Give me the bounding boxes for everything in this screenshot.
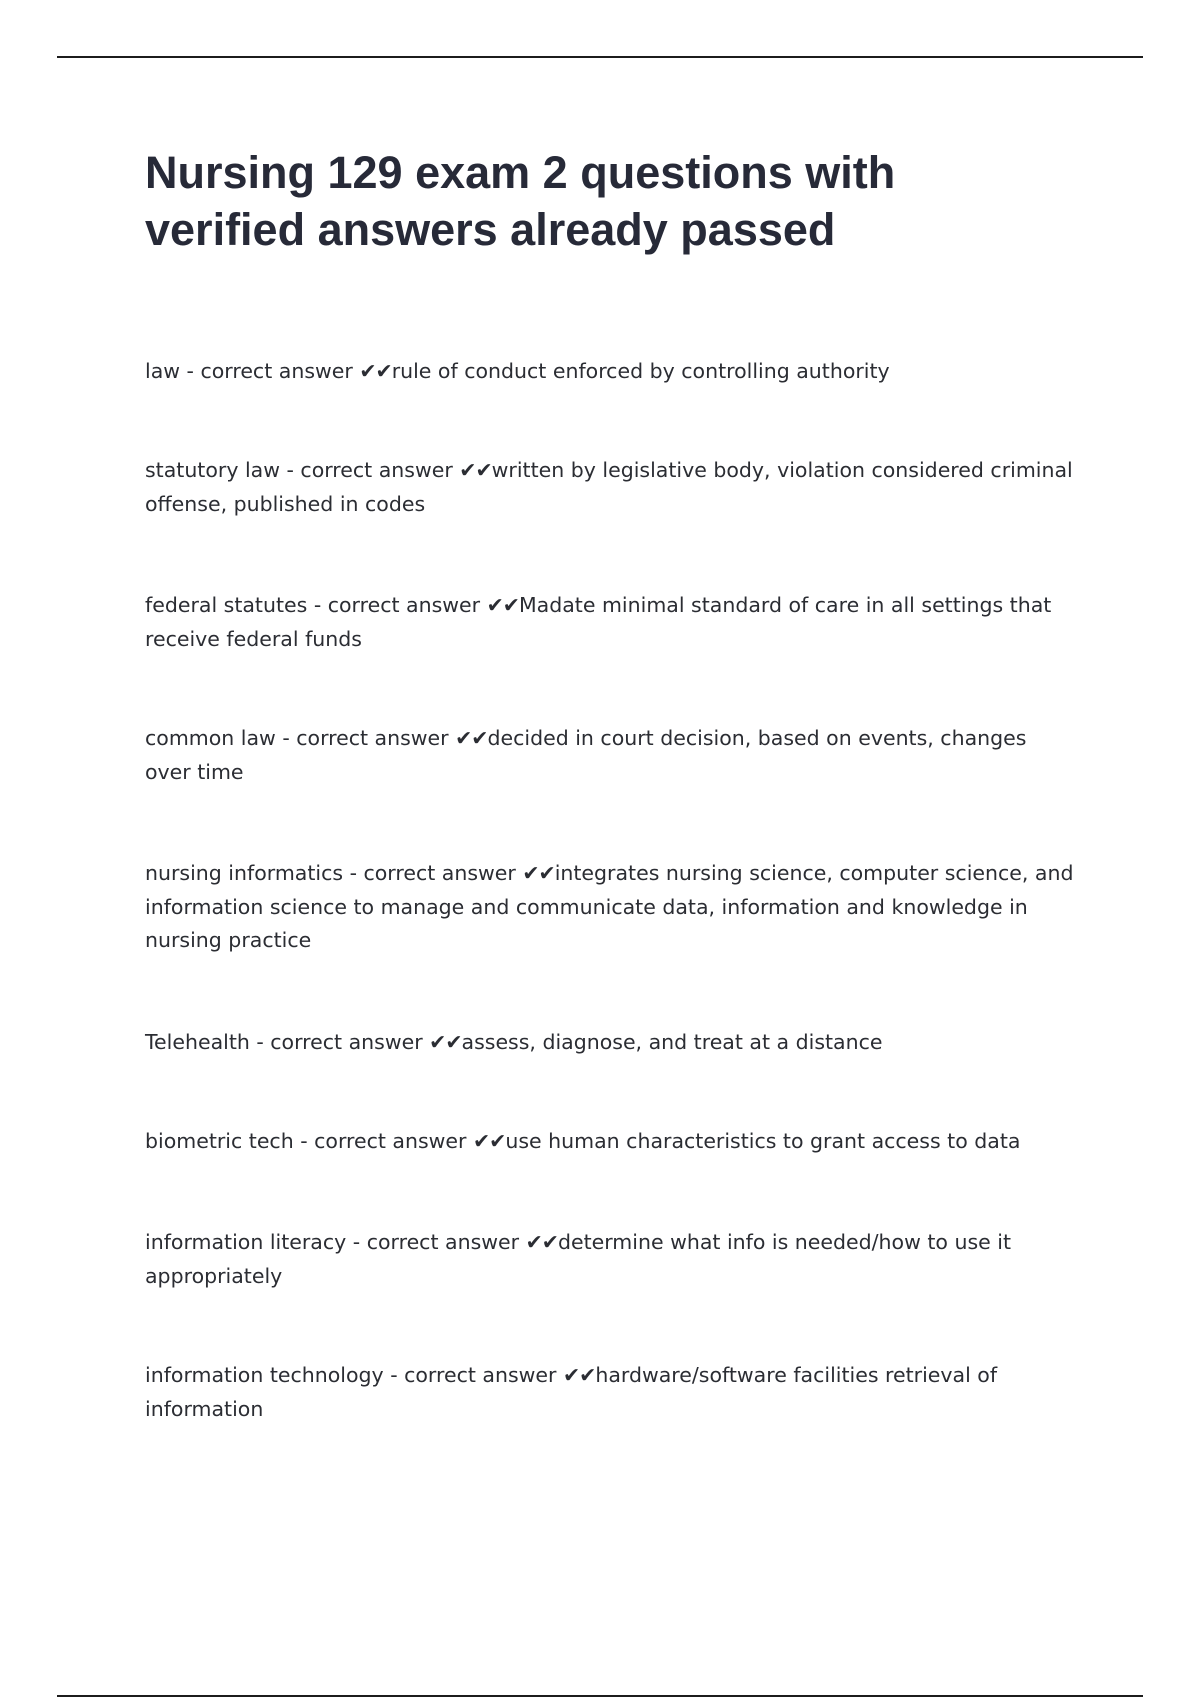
qa-item-information-technology xyxy=(145,1359,1075,1426)
qa-separator: - correct answer xyxy=(346,1230,526,1254)
qa-answer: assess, diagnose, and treat at a distance xyxy=(461,1030,883,1054)
qa-item-nursing-informatics xyxy=(145,857,1075,958)
check-mark-icon: ✔✔ xyxy=(359,359,392,383)
qa-separator: - correct answer xyxy=(180,359,360,383)
qa-term: Telehealth xyxy=(145,1030,250,1054)
qa-answer: integrates nursing science, computer science, and information science to manage and communicate data, information and knowledge in nursing practice xyxy=(145,861,1074,952)
qa-separator: - correct answer xyxy=(275,726,456,750)
qa-separator: - correct answer xyxy=(280,458,460,482)
qa-separator: - correct answer xyxy=(249,1030,430,1054)
qa-term: biometric tech xyxy=(145,1129,294,1153)
bottom-divider xyxy=(57,1695,1143,1697)
qa-term: information technology xyxy=(145,1363,384,1387)
qa-answer: hardware/software facilities retrieval of information xyxy=(145,1363,998,1421)
qa-term: common law xyxy=(145,726,276,750)
qa-term: statutory law xyxy=(145,458,280,482)
check-mark-icon: ✔✔ xyxy=(473,1129,506,1153)
qa-separator: - correct answer xyxy=(293,1129,473,1153)
check-mark-icon: ✔✔ xyxy=(522,861,555,885)
check-mark-icon: ✔✔ xyxy=(486,593,519,617)
qa-separator: - correct answer xyxy=(343,861,523,885)
check-mark-icon: ✔✔ xyxy=(429,1030,462,1054)
qa-answer: determine what info is needed/how to use it appropriately xyxy=(145,1230,1012,1288)
qa-item-common-law xyxy=(145,722,1075,789)
qa-term: law xyxy=(145,359,181,383)
qa-answer: written by legislative body, violation considered criminal offense, published in codes xyxy=(145,458,1073,516)
qa-answer: use human characteristics to grant access to data xyxy=(505,1129,1021,1153)
qa-item-law xyxy=(145,355,1075,389)
qa-answer: Madate minimal standard of care in all settings that receive federal funds xyxy=(145,593,1052,651)
qa-term: information literacy xyxy=(145,1230,347,1254)
qa-term: nursing informatics xyxy=(145,861,344,885)
qa-item-statutory-law xyxy=(145,454,1075,521)
top-divider xyxy=(57,56,1143,58)
qa-answer: rule of conduct enforced by controlling authority xyxy=(391,359,890,383)
check-mark-icon: ✔✔ xyxy=(455,726,488,750)
check-mark-icon: ✔✔ xyxy=(459,458,492,482)
qa-item-federal-statutes xyxy=(145,589,1075,656)
qa-separator: - correct answer xyxy=(383,1363,563,1387)
qa-separator: - correct answer xyxy=(307,593,487,617)
qa-answer: decided in court decision, based on events, changes over time xyxy=(145,726,1027,784)
qa-item-telehealth xyxy=(145,1026,1075,1060)
check-mark-icon: ✔✔ xyxy=(562,1363,596,1387)
qa-item-biometric-tech xyxy=(145,1125,1075,1159)
check-mark-icon: ✔✔ xyxy=(525,1230,558,1254)
qa-term: federal statutes xyxy=(145,593,308,617)
page-title: Nursing 129 exam 2 questions with verified answers already passed xyxy=(145,147,896,255)
qa-item-information-literacy xyxy=(145,1226,1075,1293)
